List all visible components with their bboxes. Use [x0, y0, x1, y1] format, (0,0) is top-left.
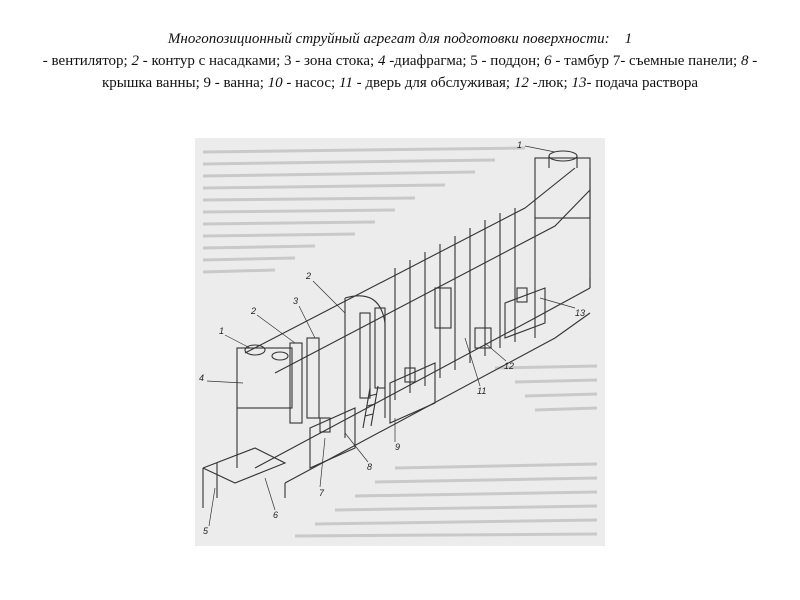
figure-caption — [40, 28, 760, 94]
callout-label: 11 — [477, 386, 487, 396]
callout-label: 4 — [199, 373, 205, 383]
callout-label: 3 — [293, 296, 299, 306]
callout-label: 6 — [273, 510, 279, 520]
caption-item-number: 7 — [612, 53, 621, 69]
caption-item-number: 4 — [377, 53, 386, 69]
caption-item-text: - контур с насадками; — [142, 53, 281, 69]
callout-label: 13 — [575, 308, 586, 318]
caption-item-text: - дверь для обслуживая; — [356, 75, 511, 91]
caption-item-number: 3 — [284, 53, 292, 69]
callout-label: 1 — [517, 140, 523, 150]
caption-item-text: - тамбур — [555, 53, 610, 69]
caption-item-number: 2 — [131, 53, 139, 69]
callout-label: 1 — [219, 326, 225, 336]
caption-item-text: - ванна; — [214, 75, 264, 91]
callout-label: 8 — [367, 462, 373, 472]
callout-label: 2 — [251, 306, 257, 316]
callout-label: 12 — [504, 361, 515, 371]
caption-item-text: - съемные панели; — [620, 53, 738, 69]
callout-label: 2 — [306, 271, 312, 281]
caption-item-text: - зона стока; — [295, 53, 375, 69]
caption-item-number: 8 — [740, 53, 749, 69]
caption-item-number: 11 — [338, 75, 353, 91]
caption-item-text: -люк; — [532, 75, 568, 91]
equipment-drawing-svg — [195, 138, 605, 546]
caption-title: Многопозиционный струйный агрегат для подготовки поверхности: — [167, 31, 610, 47]
caption-item-number: 6 — [544, 53, 552, 69]
caption-item-text: -диафрагма; — [389, 53, 467, 69]
caption-item-number: 5 — [470, 53, 478, 69]
caption-item-text: - поддон; — [481, 53, 541, 69]
caption-item-text: - вентилятор; — [42, 53, 128, 69]
caption-item-text: - крышка ванны; — [102, 53, 758, 91]
callout-label: 5 — [203, 526, 209, 536]
equipment-drawing — [195, 138, 605, 546]
caption-item-text: - подача раствора — [586, 75, 698, 91]
caption-item-text: - насос; — [286, 75, 336, 91]
callout-label: 9 — [395, 442, 401, 452]
caption-item-number: 13 — [571, 75, 587, 91]
caption-item-number: 12 — [513, 75, 529, 91]
caption-item-number: 1 — [624, 31, 633, 47]
caption-item-number: 10 — [267, 75, 283, 91]
caption-item-number: 9 — [203, 75, 211, 91]
callout-label: 7 — [319, 488, 325, 498]
